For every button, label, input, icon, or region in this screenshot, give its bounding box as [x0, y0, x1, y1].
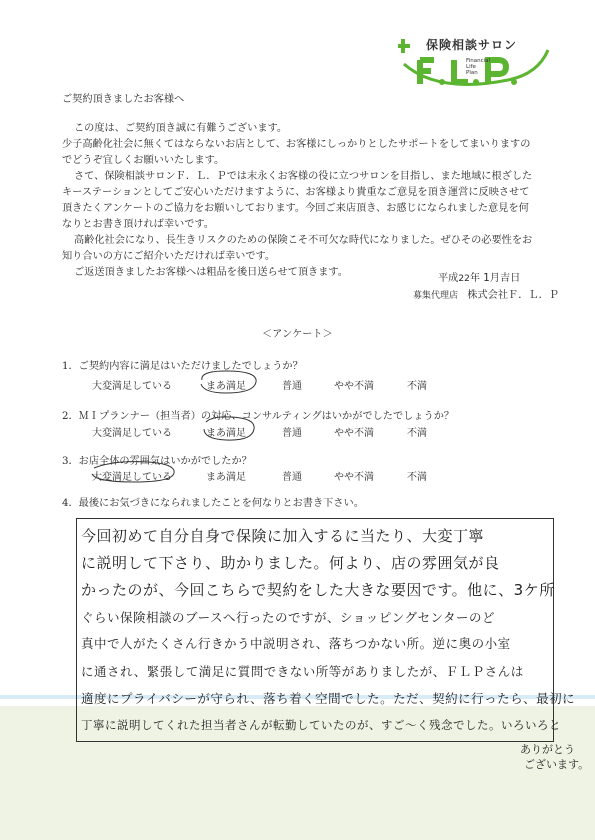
q2-selection-circle [198, 414, 260, 444]
comment-line: に説明して下さり、助かりました。何より、店の雰囲気が良 [81, 554, 500, 572]
q1-option-dissatisfied[interactable]: やや不満 [334, 381, 374, 392]
comment-box[interactable] [76, 518, 576, 742]
comment-line: かったのが、今回こちらで契約をした大きな要因です。他に、3ケ所 [81, 581, 555, 599]
q2-option-satisfied[interactable]: まあ満足 [206, 428, 246, 439]
q1-selection-circle [196, 368, 262, 398]
comment-line: 真中で人がたくさん行きかう中説明され、落ちつかない所。逆に奥の小室 [81, 636, 511, 651]
comment-thanks: ありがとう ございます。 [520, 743, 590, 771]
comment-line: に通され、緊張して満足に質問できない所等がありましたが、ＦＬＰさんは [81, 664, 524, 679]
question-4: 4．最後にお気づきになられましたことを何なりとお書き下さい。 [62, 498, 364, 509]
letter-line: 高齢化社会になり、長生きリスクのための保険こそ不可欠な時代になりました。ぜひその必要性をお [74, 235, 533, 246]
letter-line: なりとお書き頂ければ幸いです。 [62, 219, 214, 230]
date-month-handwritten: 1 [483, 273, 490, 284]
q3-option-very-dissatisfied[interactable]: 不満 [407, 472, 427, 483]
q3-option-dissatisfied[interactable]: やや不満 [334, 472, 374, 483]
q3-option-satisfied[interactable]: まあ満足 [206, 472, 246, 483]
letter-date: 平成22年 1月吉日 [438, 273, 521, 284]
question-3: 3．お店全体の雰囲気はいかがでしたか？ [62, 456, 252, 467]
q2-option-very-satisfied[interactable]: 大変満足している [92, 428, 172, 439]
letter-line: ご返送頂きましたお客様へは粗品を後日送らせて頂きます。 [74, 267, 348, 278]
comment-line: 適度にプライバシーが守られ、落ち着く空間でした。ただ、契約に行ったら、最初に [81, 691, 576, 706]
letter-line: キーステーションとしてご安心いただけますように、お客様より貴重なご意見を頂き運営に反映させて [62, 187, 530, 198]
q1-option-satisfied[interactable]: まあ満足 [206, 381, 246, 392]
logo-tagline: Financial Life Plan [466, 58, 491, 76]
letter-line: 少子高齢化社会に無くてはならないお店として、お客様にしっかりとしたサポートをしてまいりますの [62, 139, 531, 150]
question-1: 1．ご契約内容に満足はいただけましたでしょうか？ [62, 361, 303, 372]
question-2: 2．ＭＩプランナー（担当者）の対応、コンサルティングはいかがでしたでしょうか？ [62, 411, 455, 422]
company-logo [398, 36, 558, 92]
agent-line: 募集代理店 株式会社Ｆ．Ｌ．Ｐ [413, 290, 559, 301]
letter-line: 知り合いの方にご紹介いただければ幸いです。 [62, 251, 276, 262]
comment-line: 今回初めて自分自身で保険に加入するに当たり、大変丁寧 [81, 527, 485, 545]
q1-option-neutral[interactable]: 普通 [282, 381, 302, 392]
q1-option-very-dissatisfied[interactable]: 不満 [407, 381, 427, 392]
date-year-handwritten: 22 [458, 274, 470, 284]
letter-line: 頂きたくアンケートのご協力をお願いしております。今回ご来店頂き、お感じになられました意見を何 [62, 203, 529, 214]
salutation: ご契約頂きましたお客様へ [62, 94, 185, 105]
q2-option-neutral[interactable]: 普通 [282, 428, 302, 439]
q2-option-very-dissatisfied[interactable]: 不満 [407, 428, 427, 439]
letter-line: さて、保険相談サロンＦ．Ｌ．Ｐでは末永くお客様の役に立つサロンを目指し、また地域に根ざした [74, 171, 533, 182]
q3-option-neutral[interactable]: 普通 [282, 472, 302, 483]
letter-line: でどうぞ宜しくお願いいたします。 [62, 155, 225, 166]
q3-selection-circle [84, 458, 184, 486]
survey-heading: ＜アンケート＞ [262, 329, 333, 340]
q3-option-very-satisfied[interactable]: 大変満足している [92, 472, 172, 483]
q2-option-dissatisfied[interactable]: やや不満 [334, 428, 374, 439]
letter-line: この度は、ご契約頂き誠に有難うございます。 [74, 123, 288, 134]
company-name-jp: 保険相談サロン [426, 38, 518, 52]
comment-line: ぐらい保険相談のブースへ行ったのですが、ショッピングセンターのど [81, 610, 496, 625]
q1-option-very-satisfied[interactable]: 大変満足している [92, 381, 172, 392]
comment-line: 丁寧に説明してくれた担当者さんが転勤していたのが、すご～く残念でした。いろいろと [81, 718, 561, 732]
